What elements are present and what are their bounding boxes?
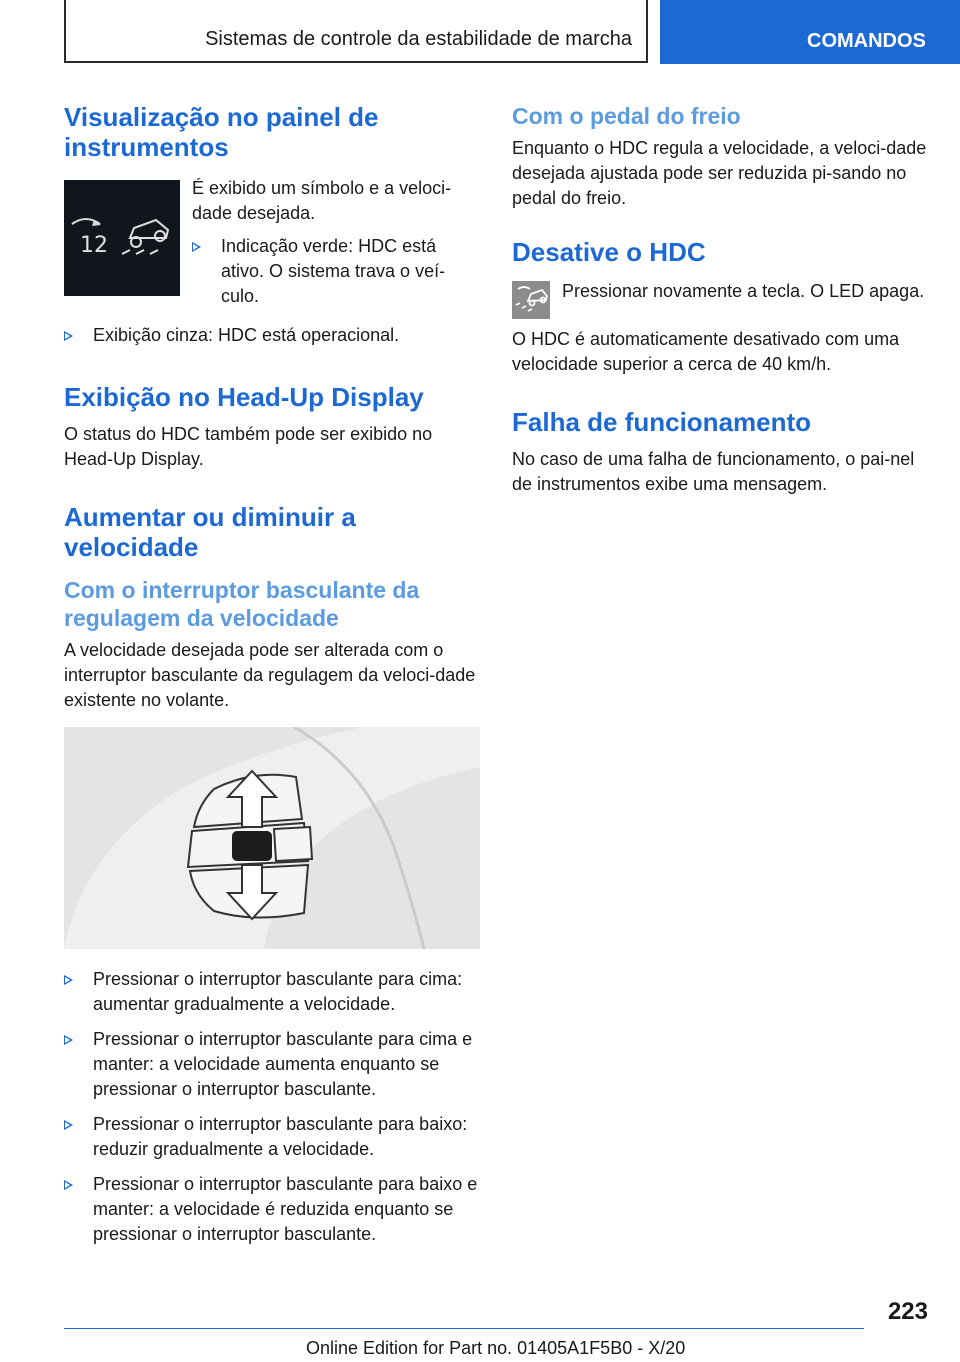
heading-desative: Desative o HDC	[512, 237, 706, 267]
footer-edition: Online Edition for Part no. 01405A1F5B0 - X/20	[306, 1338, 686, 1358]
cluster-speed-value: 12	[80, 233, 108, 258]
bullet-interruptor-2	[64, 1027, 480, 1102]
cluster-block	[64, 176, 480, 319]
right-column	[512, 102, 928, 519]
hdc-cluster-icon	[64, 180, 180, 296]
para-falha: No caso de uma falha de funcionamento, o pai-nel de instrumentos exibe uma mensagem.	[512, 449, 915, 494]
heading-falha: Falha de funcionamento	[512, 407, 812, 437]
steering-wheel-switch-image	[64, 727, 480, 949]
bullet-text: Indicação verde: HDC está ativo. O sistema trava o veí-culo.	[221, 236, 446, 306]
bullet-triangle-icon	[64, 331, 73, 341]
bullet-text: Pressionar o interruptor basculante para baixo e manter: a velocidade é reduzida enquanto se pressionar o interruptor basculante.	[93, 1174, 478, 1244]
para-exibido: É exibido um símbolo e a veloci-dade desejada.	[192, 178, 452, 223]
bullet-triangle-icon	[192, 242, 201, 252]
bullet-text: Pressionar o interruptor basculante para cima e manter: a velocidade aumenta enquanto se pressionar o interruptor basculante.	[93, 1029, 473, 1099]
bullet-triangle-icon	[64, 1180, 73, 1190]
bullet-interruptor-4	[64, 1172, 480, 1247]
footer-divider	[64, 1328, 864, 1329]
bullet-interruptor-1	[64, 967, 480, 1017]
bullet-triangle-icon	[64, 1120, 73, 1130]
cluster-text	[192, 176, 480, 319]
section-title: Sistemas de controle da estabilidade de marcha	[205, 28, 632, 50]
left-column	[64, 102, 480, 1257]
heading-visualizacao: Visualização no painel de instrumentos	[64, 102, 379, 162]
header-frame	[64, 0, 648, 63]
bullet-text: Pressionar o interruptor basculante para cima: aumentar gradualmente a velocidade.	[93, 969, 463, 1014]
heading-aumentar: Aumentar ou diminuir a velocidade	[64, 502, 356, 562]
hdc-car-icon	[512, 281, 550, 319]
hdc-button-block	[512, 279, 928, 319]
para-hud: O status do HDC também pode ser exibido no Head-Up Display.	[64, 424, 433, 469]
bullet-text: Exibição cinza: HDC está operacional.	[93, 325, 400, 345]
para-auto-desativado: O HDC é automaticamente desativado com uma velocidade superior a cerca de 40 km/h.	[512, 329, 900, 374]
heading-freio: Com o pedal do freio	[512, 103, 741, 129]
bullet-indicacao-verde	[192, 234, 480, 309]
para-desative: Pressionar novamente a tecla. O LED apaga.	[562, 281, 925, 301]
bullet-exibicao-cinza	[64, 323, 480, 348]
bullet-triangle-icon	[64, 1035, 73, 1045]
heading-hud: Exibição no Head-Up Display	[64, 382, 424, 412]
bullet-triangle-icon	[64, 975, 73, 985]
bullet-text: Pressionar o interruptor basculante para baixo: reduzir gradualmente a velocidade.	[93, 1114, 468, 1159]
bullet-interruptor-3	[64, 1112, 480, 1162]
chapter-tab[interactable]	[660, 0, 960, 64]
heading-interruptor: Com o interruptor basculante da regulagem da velocidade	[64, 577, 420, 631]
instrument-cluster-image	[64, 180, 180, 296]
page-number: 223	[887, 1298, 928, 1325]
para-freio: Enquanto o HDC regula a velocidade, a veloci-dade desejada ajustada pode ser reduzida pi-sando no pedal do freio.	[512, 138, 927, 208]
chapter-tab-label: COMANDOS	[807, 30, 926, 52]
rocker-switch-illustration	[64, 727, 480, 949]
para-interruptor: A velocidade desejada pode ser alterada com o interruptor basculante da regulagem da veloci-dade existente no volante.	[64, 640, 476, 710]
hdc-button-icon	[512, 281, 550, 319]
